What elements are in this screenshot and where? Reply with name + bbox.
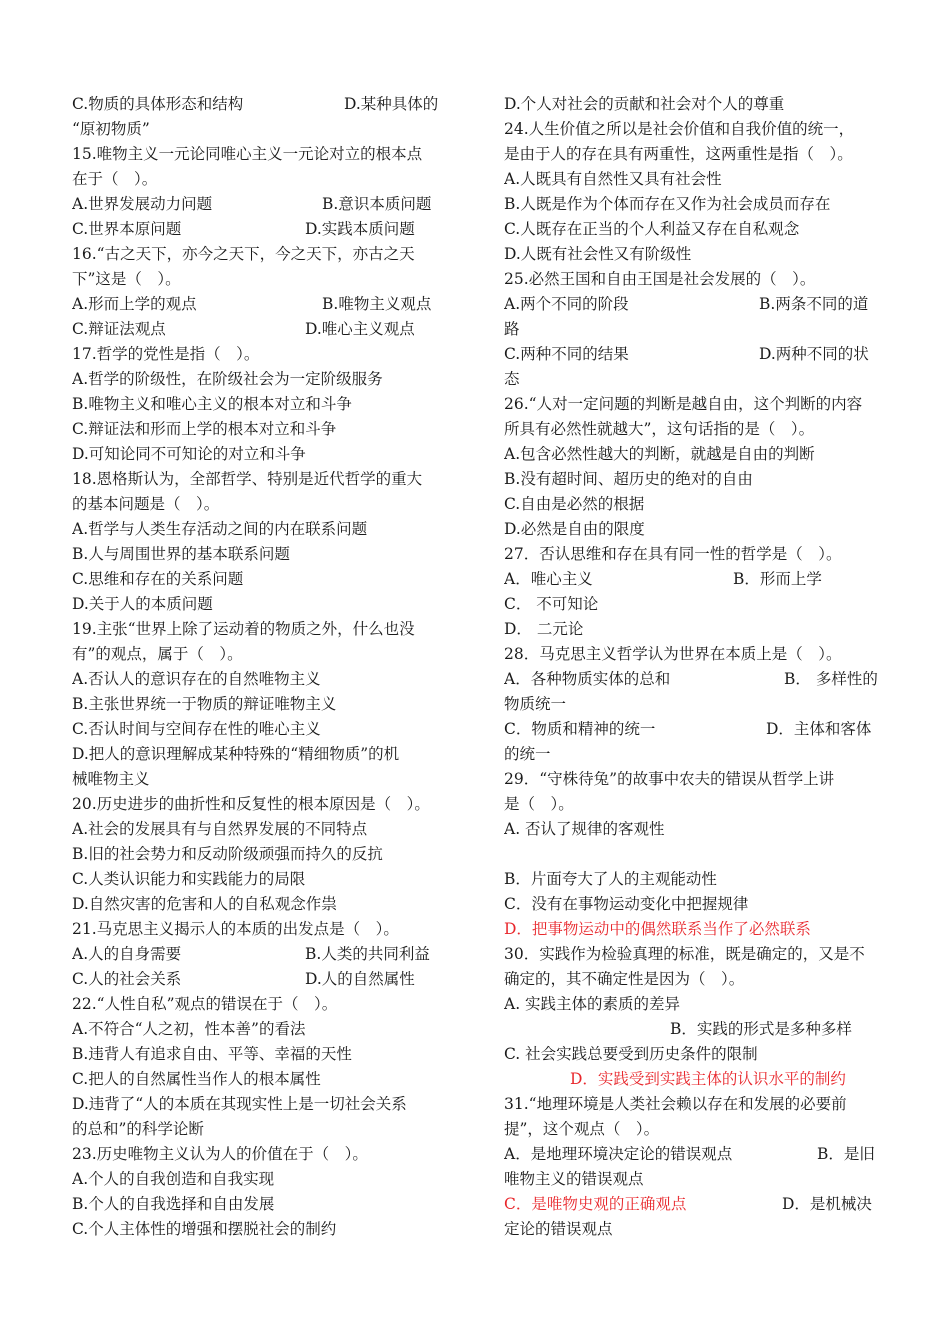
- text-line: [504, 1142, 882, 1167]
- text-segment: A．是地理环境决定论的错误观点: [504, 1145, 733, 1163]
- text-segment: C.自由是必然的根据: [504, 495, 645, 513]
- text-segment: 械唯物主义: [72, 770, 150, 788]
- text-segment: D．把事物运动中的偶然联系当作了必然联系: [504, 920, 811, 938]
- text-line: [72, 317, 450, 342]
- text-segment-secondary: D.两种不同的状: [759, 345, 869, 363]
- text-line: [504, 117, 882, 142]
- text-line: [72, 142, 450, 167]
- text-segment-secondary: B.意识本质问题: [322, 195, 432, 213]
- text-segment: 15.唯物主义一元论同唯心主义一元论对立的根本点: [72, 145, 423, 163]
- text-line: [504, 867, 882, 892]
- text-segment: D.个人对社会的贡献和社会对个人的尊重: [504, 95, 785, 113]
- text-segment: C.两种不同的结果: [504, 345, 629, 363]
- text-line: [504, 417, 882, 442]
- text-line: [504, 292, 882, 317]
- text-segment: C. 社会实践总要受到历史条件的限制: [504, 1045, 758, 1063]
- text-segment: B.违背人有追求自由、平等、幸福的天性: [72, 1045, 352, 1063]
- text-line: [72, 1142, 450, 1167]
- text-segment-secondary: B.唯物主义观点: [322, 295, 432, 313]
- text-line: [504, 717, 882, 742]
- text-line: [504, 992, 882, 1017]
- text-segment: A. 实践主体的素质的差异: [504, 995, 681, 1013]
- text-segment: B.主张世界统一于物质的辩证唯物主义: [72, 695, 337, 713]
- text-line: [72, 592, 450, 617]
- blank-line: [504, 842, 882, 867]
- text-line: [72, 792, 450, 817]
- text-segment: A.人既具有自然性又具有社会性: [504, 170, 722, 188]
- text-line: [72, 1042, 450, 1067]
- text-segment: D.把人的意识理解成某种特殊的“精细物质”的机: [72, 745, 400, 763]
- text-segment: 下”这是（ ）。: [72, 270, 181, 288]
- text-line: [72, 1192, 450, 1217]
- text-segment: C.个人主体性的增强和摆脱社会的制约: [72, 1220, 337, 1238]
- text-segment: 18.恩格斯认为，全部哲学、特别是近代哲学的重大: [72, 470, 423, 488]
- text-segment: 定论的错误观点: [504, 1220, 613, 1238]
- text-line: [72, 442, 450, 467]
- text-line: [504, 617, 882, 642]
- text-segment: 所具有必然性就越大”，这句话指的是（ ）。: [504, 420, 815, 438]
- text-line: [504, 967, 882, 992]
- text-line: [504, 392, 882, 417]
- text-line: [72, 1217, 450, 1242]
- text-segment: D.违背了“人的本质在其现实性上是一切社会关系: [72, 1095, 407, 1113]
- text-line: [72, 192, 450, 217]
- text-line: [504, 1192, 882, 1217]
- text-line: [72, 917, 450, 942]
- text-line: [504, 242, 882, 267]
- text-segment: A.哲学的阶级性，在阶级社会为一定阶级服务: [72, 370, 383, 388]
- text-segment: 是（ ）。: [504, 795, 574, 813]
- text-segment: 态: [504, 370, 520, 388]
- text-segment: A.人的自身需要: [72, 945, 182, 963]
- text-line: [504, 942, 882, 967]
- text-segment: A.两个不同的阶段: [504, 295, 629, 313]
- text-line: [72, 567, 450, 592]
- text-segment: C.思维和存在的关系问题: [72, 570, 244, 588]
- text-line: [504, 742, 882, 767]
- text-segment: B.个人的自我选择和自由发展: [72, 1195, 275, 1213]
- text-segment: 24.人生价值之所以是社会价值和自我价值的统一，: [504, 120, 855, 138]
- text-line: [504, 667, 882, 692]
- text-segment: A.世界发展动力问题: [72, 195, 213, 213]
- text-segment: D.自然灾害的危害和人的自私观念作祟: [72, 895, 337, 913]
- text-segment: 确定的，其不确定性是因为（ ）。: [504, 970, 745, 988]
- text-line: [72, 367, 450, 392]
- text-segment: B.人与周围世界的基本联系问题: [72, 545, 290, 563]
- text-segment: D.关于人的本质问题: [72, 595, 213, 613]
- text-segment-secondary: B．实践的形式是多种多样: [670, 1020, 852, 1038]
- text-line: [504, 767, 882, 792]
- text-segment: 31.“地理环境是人类社会赖以存在和发展的必要前: [504, 1095, 847, 1113]
- text-line: [72, 542, 450, 567]
- text-line: [72, 167, 450, 192]
- text-line: [504, 92, 882, 117]
- text-line: [72, 242, 450, 267]
- text-line: [504, 492, 882, 517]
- text-line: [504, 1117, 882, 1142]
- text-line: [504, 317, 882, 342]
- text-line: [504, 167, 882, 192]
- text-line: [504, 642, 882, 667]
- text-segment: C．物质和精神的统一: [504, 720, 656, 738]
- text-line: [504, 467, 882, 492]
- text-segment: C.辩证法和形而上学的根本对立和斗争: [72, 420, 337, 438]
- text-line: [72, 717, 450, 742]
- text-segment: C.把人的自然属性当作人的根本属性: [72, 1070, 321, 1088]
- text-line: [72, 467, 450, 492]
- text-line: [72, 742, 450, 767]
- text-segment: A.形而上学的观点: [72, 295, 197, 313]
- text-line: [72, 942, 450, 967]
- text-line: [504, 1217, 882, 1242]
- left-column: [72, 92, 450, 1242]
- text-segment: C.人既存在正当的个人利益又存在自私观念: [504, 220, 800, 238]
- text-segment: A.不符合“人之初，性本善”的看法: [72, 1020, 306, 1038]
- text-segment: 23.历史唯物主义认为人的价值在于（ ）。: [72, 1145, 368, 1163]
- text-segment: B．片面夸大了人的主观能动性: [504, 870, 717, 888]
- text-segment-secondary: D.实践本质问题: [305, 220, 415, 238]
- text-line: [504, 592, 882, 617]
- text-segment: 16.“古之天下，亦今之天下，今之天下，亦古之天: [72, 245, 415, 263]
- text-segment-secondary: D．主体和客体: [766, 720, 872, 738]
- text-line: [72, 1092, 450, 1117]
- right-column: [504, 92, 882, 1242]
- text-segment: 是由于人的存在具有两重性，这两重性是指（ ）。: [504, 145, 853, 163]
- text-segment: A.哲学与人类生存活动之间的内在联系问题: [72, 520, 368, 538]
- text-segment: 30．实践作为检验真理的标准，既是确定的，又是不: [504, 945, 865, 963]
- text-line: [504, 142, 882, 167]
- text-segment: A．各种物质实体的总和: [504, 670, 671, 688]
- text-segment: 19.主张“世界上除了运动着的物质之外，什么也没: [72, 620, 415, 638]
- text-line: [504, 1017, 882, 1042]
- text-segment: 提”，这个观点（ ）。: [504, 1120, 660, 1138]
- text-line: [72, 967, 450, 992]
- text-segment: 21.马克思主义揭示人的本质的出发点是（ ）。: [72, 920, 399, 938]
- text-segment: 的统一: [504, 745, 551, 763]
- text-segment: 的基本问题是（ ）。: [72, 495, 220, 513]
- text-line: [504, 192, 882, 217]
- text-segment: 17.哲学的党性是指（ ）。: [72, 345, 260, 363]
- text-segment: B.没有超时间、超历史的绝对的自由: [504, 470, 753, 488]
- text-segment: C.辩证法观点: [72, 320, 166, 338]
- text-line: [72, 667, 450, 692]
- text-segment-secondary: B．是旧: [817, 1145, 875, 1163]
- text-segment: C.世界本原问题: [72, 220, 182, 238]
- text-line: [504, 442, 882, 467]
- text-line: [504, 892, 882, 917]
- text-segment: A.包含必然性越大的判断，就越是自由的判断: [504, 445, 815, 463]
- text-segment-secondary: B.人类的共同利益: [305, 945, 430, 963]
- text-segment-secondary: D．是机械决: [782, 1195, 872, 1213]
- text-segment: C.人的社会关系: [72, 970, 182, 988]
- text-segment-secondary: D.唯心主义观点: [305, 320, 415, 338]
- text-segment: C． 不可知论: [504, 595, 599, 613]
- text-line: [504, 817, 882, 842]
- text-line: [72, 892, 450, 917]
- text-line: [504, 1067, 882, 1092]
- text-segment-secondary: D.人的自然属性: [305, 970, 415, 988]
- text-segment: A．唯心主义: [504, 570, 593, 588]
- text-line: [504, 542, 882, 567]
- text-line: [504, 692, 882, 717]
- text-line: [504, 1042, 882, 1067]
- text-line: [72, 492, 450, 517]
- text-segment: 20.历史进步的曲折性和反复性的根本原因是（ ）。: [72, 795, 430, 813]
- text-segment: “原初物质”: [72, 120, 150, 138]
- text-segment: C.否认时间与空间存在性的唯心主义: [72, 720, 321, 738]
- text-line: [504, 517, 882, 542]
- text-segment: D.人既有社会性又有阶级性: [504, 245, 692, 263]
- text-line: [504, 267, 882, 292]
- text-segment-secondary: B．形而上学: [733, 570, 822, 588]
- text-line: [72, 342, 450, 367]
- text-line: [72, 1017, 450, 1042]
- text-line: [72, 217, 450, 242]
- text-segment: B.唯物主义和唯心主义的根本对立和斗争: [72, 395, 352, 413]
- text-line: [72, 617, 450, 642]
- text-segment: 唯物主义的错误观点: [504, 1170, 644, 1188]
- text-line: [72, 992, 450, 1017]
- text-segment-secondary: B.两条不同的道: [759, 295, 869, 313]
- text-line: [72, 1167, 450, 1192]
- text-segment: A.否认人的意识存在的自然唯物主义: [72, 670, 321, 688]
- text-segment: A.个人的自我创造和自我实现: [72, 1170, 275, 1188]
- text-line: [72, 392, 450, 417]
- text-segment: D.必然是自由的限度: [504, 520, 645, 538]
- text-segment: A. 否认了规律的客观性: [504, 820, 665, 838]
- text-line: [504, 342, 882, 367]
- text-segment: 26.“人对一定问题的判断是越自由，这个判断的内容: [504, 395, 863, 413]
- text-line: [72, 692, 450, 717]
- text-line: [72, 642, 450, 667]
- text-line: [72, 92, 450, 117]
- text-segment: 25.必然王国和自由王国是社会发展的（ ）。: [504, 270, 816, 288]
- text-line: [72, 417, 450, 442]
- text-segment: 物质统一: [504, 695, 567, 713]
- text-segment: C．没有在事物运动变化中把握规律: [504, 895, 749, 913]
- text-line: [504, 1092, 882, 1117]
- text-segment: 22.“人性自私”观点的错误在于（ ）。: [72, 995, 338, 1013]
- text-segment: 路: [504, 320, 520, 338]
- text-segment-secondary: D．实践受到实践主体的认识水平的制约: [570, 1070, 846, 1088]
- text-segment: B.旧的社会势力和反动阶级顽强而持久的反抗: [72, 845, 383, 863]
- text-line: [72, 1117, 450, 1142]
- text-line: [504, 1167, 882, 1192]
- text-segment: 27．否认思维和存在具有同一性的哲学是（ ）。: [504, 545, 842, 563]
- text-line: [504, 217, 882, 242]
- text-line: [72, 867, 450, 892]
- text-line: [72, 292, 450, 317]
- text-segment: C.物质的具体形态和结构: [72, 95, 244, 113]
- text-line: [72, 767, 450, 792]
- text-line: [72, 817, 450, 842]
- text-segment: 的总和”的科学论断: [72, 1120, 204, 1138]
- text-segment: 28．马克思主义哲学认为世界在本质上是（ ）。: [504, 645, 842, 663]
- text-line: [504, 567, 882, 592]
- text-segment: D.可知论同不可知论的对立和斗争: [72, 445, 306, 463]
- text-line: [72, 267, 450, 292]
- text-segment: B.人既是作为个体而存在又作为社会成员而存在: [504, 195, 831, 213]
- text-segment-secondary: D.某种具体的: [344, 95, 439, 113]
- text-segment: 29．“守株待兔”的故事中农夫的错误从哲学上讲: [504, 770, 835, 788]
- text-line: [72, 517, 450, 542]
- text-segment: 有”的观点，属于（ ）。: [72, 645, 243, 663]
- text-line: [72, 117, 450, 142]
- text-line: [504, 367, 882, 392]
- text-segment-secondary: B． 多样性的: [784, 670, 878, 688]
- text-segment: C．是唯物史观的正确观点: [504, 1195, 687, 1213]
- text-line: [72, 842, 450, 867]
- text-segment: 在于（ ）。: [72, 170, 158, 188]
- text-segment: C.人类认识能力和实践能力的局限: [72, 870, 306, 888]
- text-segment: D． 二元论: [504, 620, 584, 638]
- text-segment: A.社会的发展具有与自然界发展的不同特点: [72, 820, 368, 838]
- text-line: [504, 792, 882, 817]
- text-line: [72, 1067, 450, 1092]
- text-line: [504, 917, 882, 942]
